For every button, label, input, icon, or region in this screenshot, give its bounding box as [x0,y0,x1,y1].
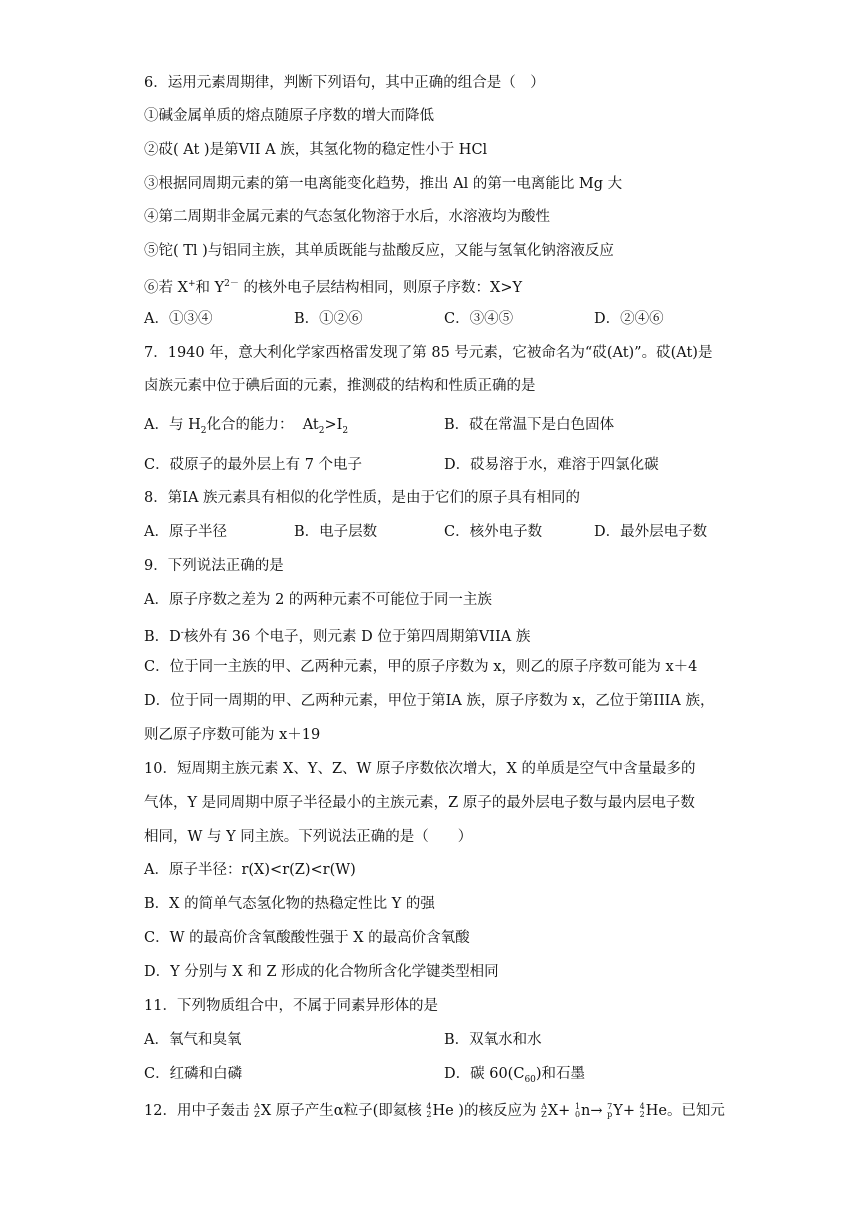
q6-stem: 6．运用元素周期律，判断下列语句，其中正确的组合是（ ） [144,75,545,91]
q12-stem-line-1: 12．用中子轰击 A Z X 原子产生α粒子(即氦核 4 2 He )的核反应为 A Z X+ 1 0 n→ 7 p Y+ 4 2 He。已知元 [144,1102,725,1119]
q6-option-a[interactable]: A．①③④ [144,311,213,327]
q7-option-c[interactable]: C．砹原子的最外层上有 7 个电子 [144,457,363,473]
q9-option-d-line-2: 则乙原子序数可能为 x＋19 [144,727,321,743]
q6-option-b[interactable]: B．①②⑥ [294,311,363,327]
q6-statement-4: ④第二周期非金属元素的气态氢化物溶于水后，水溶液均为酸性 [144,209,550,225]
nuclide-mass-charge: A Z [541,1102,547,1119]
q6-statement-2: ②砹( At )是第VII A 族，其氢化物的稳定性小于 HCl [144,142,488,158]
q9-option-b[interactable]: B．D-核外有 36 个电子，则元素 D 位于第四周期第VIIA 族 [144,628,531,645]
q8-option-d[interactable]: D．最外层电子数 [594,524,708,540]
q6-option-c[interactable]: C．③④⑤ [444,311,514,327]
nuclide-mass-charge: 4 2 [426,1102,432,1119]
q8-option-c[interactable]: C．核外电子数 [444,524,543,540]
nuclide-mass-charge: A Z [254,1102,260,1119]
q6-option-d[interactable]: D．②④⑥ [594,311,664,327]
q7-option-a[interactable]: A．与 $H_2$化合的能力： $At_2>I_2$ [144,417,349,436]
q6-statement-1: ①碱金属单质的熔点随原子序数的增大而降低 [144,108,434,124]
q7-stem-line-2: 卤族元素中位于碘后面的元素，推测砹的结构和性质正确的是 [144,378,536,394]
q11-option-c[interactable]: C．红磷和白磷 [144,1066,243,1082]
q9-option-a[interactable]: A．原子序数之差为 2 的两种元素不可能位于同一主族 [144,592,492,608]
nuclide-mass-charge: 1 0 [574,1102,581,1119]
q6-statement-6: ⑥若 X+和 $Y^{2-}$ 的核外电子层结构相同，则原子序数：X>Y [144,279,523,296]
q9-option-c[interactable]: C．位于同一主族的甲、乙两种元素，甲的原子序数为 x，则乙的原子序数可能为 x＋4 [144,659,698,675]
q10-option-b[interactable]: B．X 的简单气态氢化物的热稳定性比 Y 的强 [144,896,435,912]
q10-stem-line-2: 气体，Y 是同周期中原子半径最小的主族元素，Z 原子的最外层电子数与最内层电子数 [144,795,695,811]
q8-option-a[interactable]: A．原子半径 [144,524,227,540]
q6-statement-3: ③根据同周期元素的第一电离能变化趋势，推出 Al 的第一电离能比 Mg 大 [144,176,623,192]
q10-stem-line-3: 相同，W 与 Y 同主族。下列说法正确的是（ ） [144,829,473,845]
nuclide-mass-charge: 7 p [607,1102,613,1119]
q6-statement-5: ⑤铊( Tl )与铝同主族，其单质既能与盐酸反应，又能与氢氧化钠溶液反应 [144,243,614,259]
q10-option-d[interactable]: D．Y 分别与 X 和 Z 形成的化合物所含化学键类型相同 [144,964,499,980]
q11-stem: 11．下列物质组合中，不属于同素异形体的是 [144,998,438,1014]
q7-option-d[interactable]: D．砹易溶于水，难溶于四氯化碳 [444,457,659,473]
nuclide-mass-charge: 4 2 [639,1102,645,1119]
q10-option-a[interactable]: A．原子半径：r(X)<r(Z)<r(W) [144,862,356,878]
q7-stem-line-1: 7．1940 年，意大利化学家西格雷发现了第 85 号元素，它被命名为“砹(At)”。砹(At)是 [144,345,713,361]
q8-stem: 8．第IA 族元素具有相似的化学性质，是由于它们的原子具有相同的 [144,490,581,506]
q10-stem-line-1: 10．短周期主族元素 X、Y、Z、W 原子序数依次增大，X 的单质是空气中含量最多的 [144,761,696,777]
q8-option-b[interactable]: B．电子层数 [294,524,378,540]
q11-option-d[interactable]: D．碳 $60(C_{60})$和石墨 [444,1066,586,1085]
q7-option-b[interactable]: B．砹在常温下是白色固体 [444,417,615,433]
q10-option-c[interactable]: C．W 的最高价含氧酸酸性强于 X 的最高价含氧酸 [144,930,470,946]
q11-option-b[interactable]: B．双氧水和水 [444,1032,542,1048]
q9-stem: 9．下列说法正确的是 [144,558,284,574]
q11-option-a[interactable]: A．氧气和臭氧 [144,1032,242,1048]
q9-option-d-line-1[interactable]: D．位于同一周期的甲、乙两种元素，甲位于第IA 族，原子序数为 x，乙位于第IIIA 族， [144,693,715,709]
